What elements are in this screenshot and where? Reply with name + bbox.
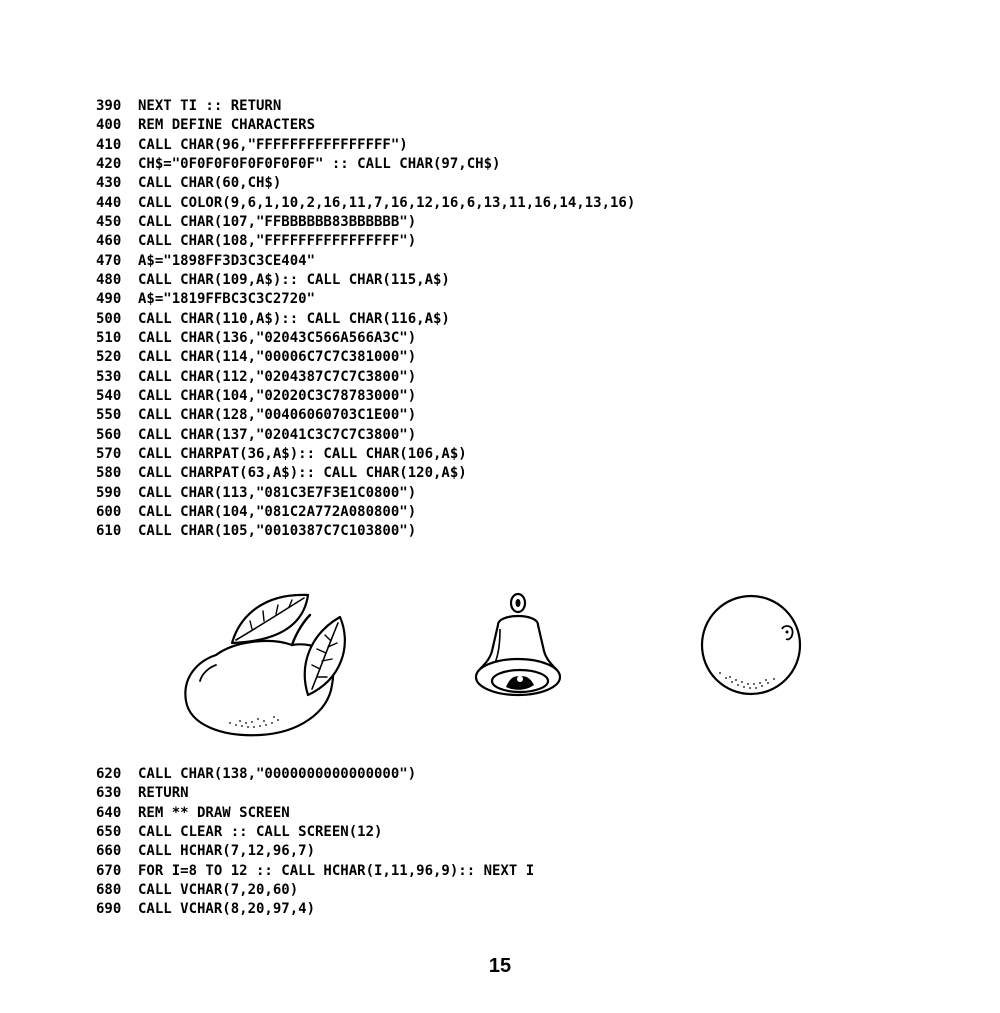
code-line xyxy=(96,155,635,174)
code-text: CALL CHAR(107,"FFBBBBBB83BBBBBB") xyxy=(138,213,417,230)
code-line xyxy=(96,174,635,193)
code-line xyxy=(96,881,534,900)
code-text: CALL VCHAR(7,20,60) xyxy=(138,881,299,898)
code-line xyxy=(96,503,635,522)
code-line xyxy=(96,310,635,329)
line-number: 640 xyxy=(96,804,122,821)
code-line xyxy=(96,784,534,803)
code-text: CALL CHAR(137,"02041C3C7C7C3800") xyxy=(138,426,417,443)
code-line xyxy=(96,426,635,445)
code-line xyxy=(96,765,534,784)
code-text: CALL CHARPAT(63,A$):: CALL CHAR(120,A$) xyxy=(138,465,467,482)
code-listing-bottom xyxy=(96,765,534,920)
line-number: 550 xyxy=(96,407,122,424)
line-number: 510 xyxy=(96,329,122,346)
code-line xyxy=(96,804,534,823)
code-line xyxy=(96,484,635,503)
line-number: 690 xyxy=(96,901,122,918)
code-text: CALL CHARPAT(36,A$):: CALL CHAR(106,A$) xyxy=(138,445,467,462)
code-line xyxy=(96,136,635,155)
code-text: CALL CHAR(113,"081C3E7F3E1C0800") xyxy=(138,484,417,501)
line-number: 670 xyxy=(96,862,122,879)
code-text: A$="1819FFBC3C3C2720" xyxy=(138,291,316,308)
orange-icon xyxy=(702,596,800,694)
line-number: 650 xyxy=(96,823,122,840)
code-text: CH$="0F0F0F0F0F0F0F0F" :: CALL CHAR(97,CH$) xyxy=(138,155,501,172)
page-number: 15 xyxy=(488,955,512,977)
code-text: CALL CHAR(96,"FFFFFFFFFFFFFFFF") xyxy=(138,136,408,153)
line-number: 660 xyxy=(96,843,122,860)
line-number: 560 xyxy=(96,426,122,443)
line-number: 580 xyxy=(96,465,122,482)
line-number: 390 xyxy=(96,98,122,114)
line-number: 630 xyxy=(96,785,122,802)
line-number: 430 xyxy=(96,175,122,192)
line-number: 420 xyxy=(96,155,122,172)
code-text: CALL CHAR(104,"081C2A772A080800") xyxy=(138,503,417,520)
line-number: 490 xyxy=(96,291,122,308)
code-text: CALL HCHAR(7,12,96,7) xyxy=(138,843,316,860)
line-number: 460 xyxy=(96,233,122,250)
line-number: 680 xyxy=(96,881,122,898)
code-text: CALL CHAR(105,"0010387C7C103800") xyxy=(138,523,417,540)
line-number: 470 xyxy=(96,252,122,269)
code-line xyxy=(96,464,635,483)
code-text: CALL COLOR(9,6,1,10,2,16,11,7,16,12,16,6,13,11,16,14,13,16) xyxy=(138,194,636,211)
code-text: CALL VCHAR(8,20,97,4) xyxy=(138,901,316,918)
code-text: CALL CHAR(114,"00006C7C7C381000") xyxy=(138,349,417,366)
code-line xyxy=(96,368,635,387)
code-text: RETURN xyxy=(138,785,189,802)
line-number: 620 xyxy=(96,766,122,782)
line-number: 570 xyxy=(96,445,122,462)
code-text: CALL CHAR(60,CH$) xyxy=(138,175,282,192)
line-number: 500 xyxy=(96,310,122,327)
code-text: FOR I=8 TO 12 :: CALL HCHAR(I,11,96,9):: NEXT I xyxy=(138,862,535,879)
code-line xyxy=(96,213,635,232)
line-number: 480 xyxy=(96,271,122,288)
code-line xyxy=(96,194,635,213)
code-line xyxy=(96,445,635,464)
code-line xyxy=(96,252,635,271)
code-text: CALL CHAR(138,"0000000000000000") xyxy=(138,766,417,782)
line-number: 610 xyxy=(96,523,122,540)
code-line xyxy=(96,862,534,881)
line-number: 590 xyxy=(96,484,122,501)
line-number: 540 xyxy=(96,387,122,404)
code-text: REM DEFINE CHARACTERS xyxy=(138,117,316,134)
code-text: NEXT TI :: RETURN xyxy=(138,98,282,114)
code-line xyxy=(96,387,635,406)
code-line xyxy=(96,232,635,251)
code-text: A$="1898FF3D3C3CE404" xyxy=(138,252,316,269)
illustrations xyxy=(180,585,830,745)
code-line xyxy=(96,97,635,116)
line-number: 410 xyxy=(96,136,122,153)
code-line xyxy=(96,329,635,348)
code-text: CALL CHAR(104,"02020C3C78783000") xyxy=(138,387,417,404)
line-number: 440 xyxy=(96,194,122,211)
code-line xyxy=(96,522,635,541)
code-listing-top xyxy=(96,97,635,542)
pear-icon xyxy=(185,595,344,735)
code-line xyxy=(96,348,635,367)
code-line xyxy=(96,823,534,842)
code-text: CALL CHAR(108,"FFFFFFFFFFFFFFFF") xyxy=(138,233,417,250)
code-text: CALL CHAR(112,"0204387C7C7C3800") xyxy=(138,368,417,385)
code-line xyxy=(96,271,635,290)
bell-icon xyxy=(476,594,560,695)
code-line xyxy=(96,116,635,135)
code-text: REM ** DRAW SCREEN xyxy=(138,804,290,821)
code-text: CALL CHAR(136,"02043C566A566A3C") xyxy=(138,329,417,346)
line-number: 530 xyxy=(96,368,122,385)
code-line xyxy=(96,900,534,919)
code-line xyxy=(96,842,534,861)
code-text: CALL CLEAR :: CALL SCREEN(12) xyxy=(138,823,383,840)
line-number: 520 xyxy=(96,349,122,366)
code-line xyxy=(96,406,635,425)
code-text: CALL CHAR(110,A$):: CALL CHAR(116,A$) xyxy=(138,310,450,327)
line-number: 450 xyxy=(96,213,122,230)
code-line xyxy=(96,290,635,309)
code-text: CALL CHAR(109,A$):: CALL CHAR(115,A$) xyxy=(138,271,450,288)
code-text: CALL CHAR(128,"00406060703C1E00") xyxy=(138,407,417,424)
line-number: 400 xyxy=(96,117,122,134)
line-number: 600 xyxy=(96,503,122,520)
